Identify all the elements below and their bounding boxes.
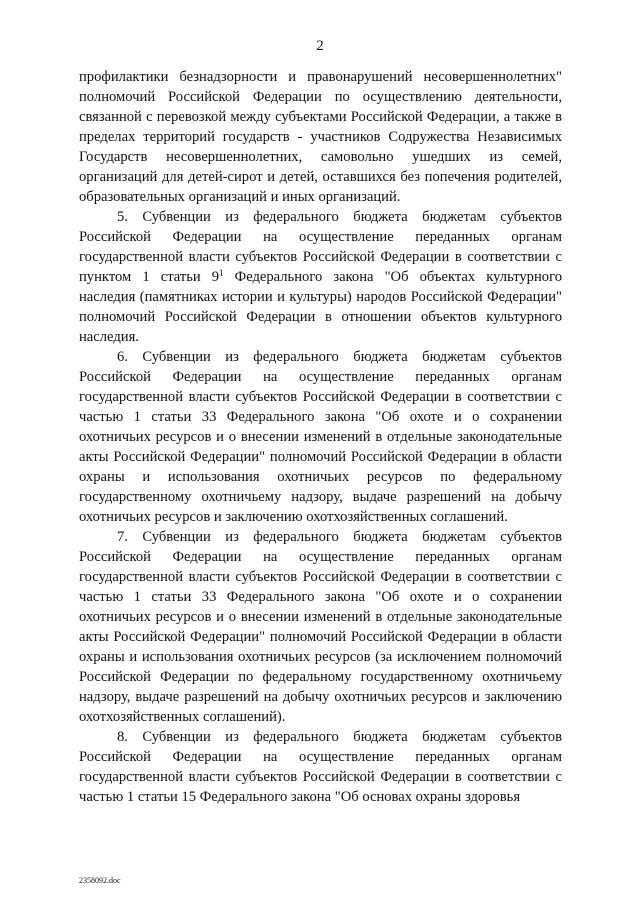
paragraph-5-text-start: 5. Субвенции из федерального бюджета бюджетам субъектов Российской Федерации на осуществление переданных органам государственной власти субъектов Российской Федерации в соответствии с пунктом 1 статьи 9 [79, 209, 562, 285]
document-filename: 2358092.doc [79, 876, 121, 885]
superscript-article-index: 1 [219, 268, 224, 278]
paragraph-5-text-end: Федерального закона "Об объектах культурного наследия (памятниках истории и культуры) народов Российской Федерации" полномочий Российской Федерации в отношении объектов культурного наследия. [79, 269, 562, 345]
paragraph-7: 7. Субвенции из федерального бюджета бюджетам субъектов Российской Федерации на осуществление переданных органам государственной власти субъектов Российской Федерации в соответствии с частью 1 статьи 33 Федерального закона "Об охоте и о сохранении охотничьих ресурсов и о внесении изменений в отдельные законодательные акты Российской Федерации" полномочий Российской Федерации в области охраны и использования охотничьих ресурсов (за исключением полномочий Российской Федерации по федеральному государственному охотничьему надзору, выдаче разрешений на добычу охотничьих ресурсов и заключению охотхозяйственных соглашений). [79, 529, 562, 725]
paragraph-6: 6. Субвенции из федерального бюджета бюджетам субъектов Российской Федерации на осуществление переданных органам государственной власти субъектов Российской Федерации в соответствии с частью 1 статьи 33 Федерального закона "Об охоте и о сохранении охотничьих ресурсов и о внесении изменений в отдельные законодательные акты Российской Федерации" полномочий Российской Федерации в области охраны и использования охотничьих ресурсов по федеральному государственному охотничьему надзору, выдаче разрешений на добычу охотничьих ресурсов и заключению охотхозяйственных соглашений. [79, 349, 562, 525]
paragraph-8: 8. Субвенции из федерального бюджета бюджетам субъектов Российской Федерации на осуществление переданных органам государственной власти субъектов Российской Федерации в соответствии с частью 1 статьи 15 Федерального закона "Об основах охраны здоровья [79, 729, 562, 805]
paragraph-5 [79, 207, 562, 347]
page-number: 2 [316, 38, 324, 54]
document-body [79, 67, 562, 807]
paragraph-continuation: профилактики безнадзорности и правонарушений несовершеннолетних" полномочий Российской Федерации по осуществлению деятельности, связанной с перевозкой между субъектами Российской Федерации, а также в пределах территорий государств - участников Содружества Независимых Государств несовершеннолетних, самовольно ушедших из семей, организаций для детей-сирот и детей, оставшихся без попечения родителей, образовательных организаций и иных организаций. [79, 69, 562, 205]
